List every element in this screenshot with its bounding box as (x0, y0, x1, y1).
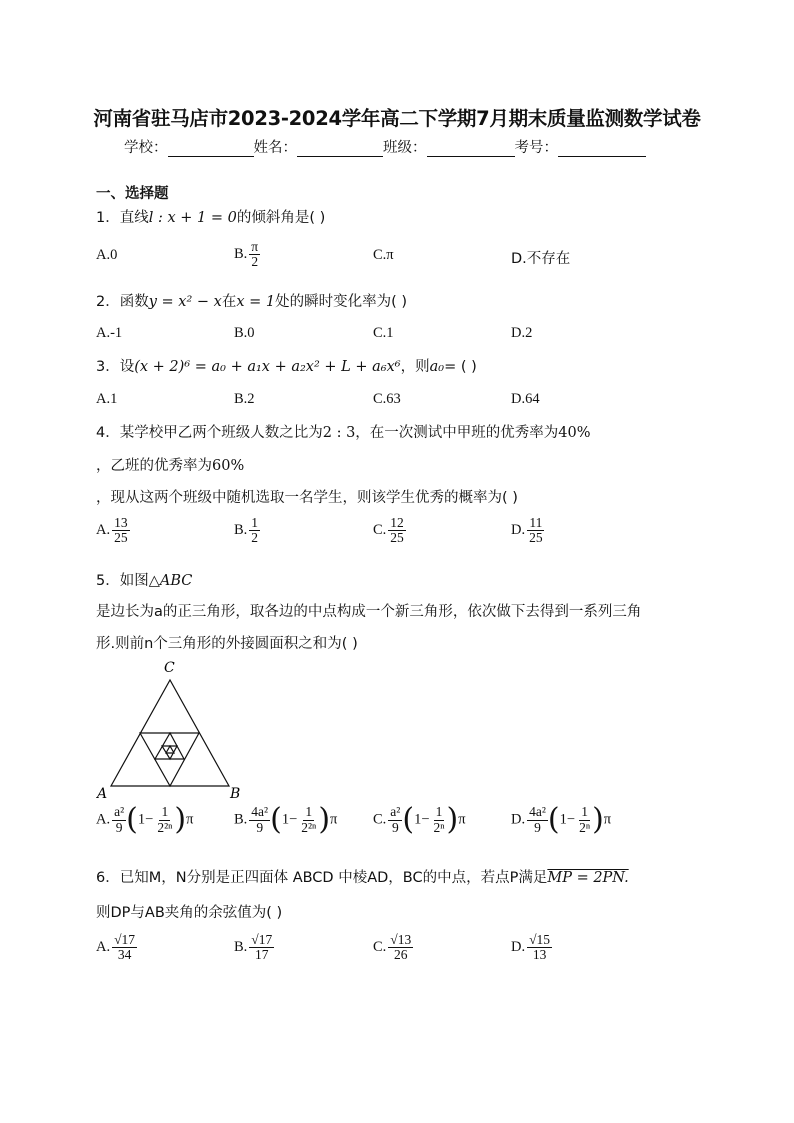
q1-option-a[interactable]: A.0 (96, 247, 118, 263)
q5-c-inner-num: 1 (435, 804, 443, 820)
q6-option-a[interactable] (96, 933, 137, 962)
q4-c-num: 12 (390, 515, 404, 530)
q4-rate1: 40% (558, 425, 591, 441)
q1-option-b[interactable] (234, 240, 260, 269)
q4-a-den: 25 (114, 530, 128, 546)
q3-math-a0: a₀ (429, 359, 445, 375)
q2-option-d[interactable]: D.2 (511, 325, 533, 341)
q2-text-end: 处的瞬时变化率为( ) (275, 294, 408, 310)
question-5-line1 (96, 569, 192, 590)
q4-rate2: 60% (212, 458, 245, 474)
q2-option-a[interactable]: A.-1 (96, 325, 123, 341)
q4-d-num: 11 (529, 515, 543, 530)
fifth-triangle (166, 746, 174, 753)
q2-text-mid: 在 (221, 294, 237, 310)
q1-text-end: 的倾斜角是( ) (236, 210, 326, 226)
q6-d-label: D. (511, 939, 526, 955)
question-6-line2: 则DP与AB夹角的余弦值为( ) (96, 905, 283, 921)
q4-option-a[interactable] (96, 516, 130, 545)
q4-ratio: 2 : 3 (322, 425, 356, 441)
q4-text: 4．某学校甲乙两个班级人数之比为 (96, 425, 323, 441)
q6-b-den: 17 (255, 947, 269, 963)
q3-text-end: = ( ) (444, 359, 477, 375)
class-label: 班级： (383, 140, 427, 156)
q5-text: 5．如图 (96, 573, 149, 589)
nested-triangles-figure (96, 658, 246, 803)
q5-a-one-minus: 1− (137, 811, 154, 828)
q4-a-num: 13 (114, 515, 128, 530)
q5-d-coef-den: 9 (534, 819, 541, 835)
q6-vector-eq: MP = 2PN. (547, 870, 629, 886)
question-1-stem (96, 206, 325, 227)
q1-option-b-label: B. (234, 246, 248, 262)
number-label: 考号： (514, 140, 558, 156)
q6-option-b[interactable] (234, 933, 274, 962)
question-4-line3: ，现从这两个班级中随机选取一名学生，则该学生优秀的概率为( ) (96, 490, 518, 506)
q5-a-pi: π (186, 811, 194, 828)
q4-option-d[interactable] (511, 516, 545, 545)
q6-d-num: √15 (529, 932, 551, 947)
q5-d-inner-den: 2ⁿ (579, 819, 591, 835)
q5-triangle: △ABC (148, 573, 193, 589)
question-5-line2: 是边长为a的正三角形，取各边的中点构成一个新三角形，依次做下去得到一系列三角 (96, 604, 642, 620)
school-label: 学校： (124, 140, 168, 156)
question-3-stem (96, 355, 477, 376)
q4-option-b[interactable] (234, 516, 260, 545)
q5-a-inner-num: 1 (161, 804, 169, 820)
q5-b-coef-den: 9 (256, 819, 264, 835)
q2-text: 2．函数 (96, 294, 149, 310)
q3-text: 3．设 (96, 359, 135, 375)
number-blank[interactable] (558, 142, 646, 157)
q5-a-inner-den: 2²ⁿ (157, 819, 173, 835)
q2-option-c[interactable]: C.1 (373, 325, 394, 341)
q4-b-den: 2 (251, 530, 259, 546)
question-6-line1 (96, 866, 629, 887)
q4-a-label: A. (96, 522, 111, 538)
q6-c-den: 26 (394, 947, 408, 963)
q6-text: 6．已知M，N分别是正四面体 ABCD 中棱AD，BC的中点，若点P满足 (96, 870, 548, 886)
q6-c-label: C. (373, 939, 387, 955)
student-info-row (124, 136, 646, 157)
q5-c-one-minus: 1− (414, 811, 430, 828)
q5-b-coef-num: 4a² (251, 804, 269, 820)
question-4-line2 (96, 454, 244, 475)
q1-b-num: π (251, 239, 259, 254)
q4-d-den: 25 (529, 530, 543, 546)
question-5-line3: 形.则前n个三角形的外接圆面积之和为( ) (96, 636, 358, 652)
q3-math-expansion: (x + 2)⁶ = a₀ + a₁x + a₂x² + L + a₆x⁶ (134, 359, 401, 375)
class-blank[interactable] (427, 142, 515, 157)
name-label: 姓名： (253, 140, 297, 156)
name-blank[interactable] (297, 142, 383, 157)
q5-c-label: C. (373, 811, 387, 828)
q3-option-b[interactable]: B.2 (234, 391, 255, 407)
q5-a-coef-den: 9 (115, 819, 123, 835)
q3-text-mid: ，则 (400, 359, 430, 375)
q5-c-pi: π (458, 811, 466, 828)
q1-b-den: 2 (251, 254, 259, 270)
q5-option-c[interactable]: C. $\frac{\text{a²}}{9}$ (1− $\frac{1}{\text{2ⁿ}}$ )π (373, 802, 466, 837)
exam-title: 河南省驻马店市2023-2024学年高二下学期7月期末质量监测数学试卷 (93, 107, 701, 130)
q5-d-coef-num: 4a² (529, 804, 546, 820)
q6-option-c[interactable] (373, 933, 413, 962)
q4-b-num: 1 (251, 515, 259, 530)
q4-c-label: C. (373, 522, 387, 538)
q5-c-inner-den: 2ⁿ (433, 819, 445, 835)
q5-d-inner-num: 1 (581, 804, 588, 820)
q1-math: l : x + 1 = 0 (148, 210, 237, 226)
q4-b-label: B. (234, 522, 248, 538)
q5-a-label: A. (96, 811, 111, 828)
q4-text-mid: ，在一次测试中甲班的优秀率为 (355, 425, 559, 441)
q1-text: 1．直线 (96, 210, 149, 226)
q3-option-c[interactable]: C.63 (373, 391, 401, 407)
q4-d-label: D. (511, 522, 526, 538)
question-2-stem (96, 290, 407, 311)
q5-option-b[interactable]: B. $\frac{\text{4a²}}{9}$ (1− $\frac{1}{\text{2²ⁿ}}$ )π (234, 802, 338, 837)
school-blank[interactable] (168, 142, 254, 157)
q6-b-num: √17 (251, 932, 273, 947)
q5-b-inner-den: 2²ⁿ (301, 819, 317, 835)
question-4-line1 (96, 421, 591, 442)
section-heading: 一、选择题 (96, 186, 169, 202)
q2-math-func: y = x² − x (148, 294, 222, 310)
q4-c-den: 25 (390, 530, 404, 546)
q6-option-d[interactable] (511, 933, 552, 962)
q3-option-d[interactable]: D.64 (511, 391, 540, 407)
q5-d-one-minus: 1− (559, 811, 576, 828)
q1-option-c[interactable]: C.π (373, 247, 394, 263)
q5-c-coef-den: 9 (391, 819, 399, 835)
q6-b-label: B. (234, 939, 248, 955)
q2-math-x: x = 1 (236, 294, 276, 310)
q5-b-pi: π (330, 811, 338, 828)
q5-option-a[interactable]: A. $\frac{\text{a²}}{9}$ (1− $\frac{1}{\text{2²ⁿ}}$ )π (96, 802, 194, 837)
q6-c-num: √13 (390, 932, 412, 947)
q1-option-d[interactable]: D.不存在 (511, 251, 571, 267)
q5-option-d[interactable]: D. $\frac{\text{4a²}}{9}$ (1− $\frac{1}{\text{2ⁿ}}$ )π (511, 802, 612, 837)
label-c: C (164, 660, 175, 676)
q5-b-inner-num: 1 (305, 804, 313, 820)
q6-d-den: 13 (532, 947, 547, 963)
q5-d-pi: π (603, 811, 612, 828)
q5-a-coef-num: a² (114, 804, 125, 820)
q4-text-line2: ，乙班的优秀率为 (96, 458, 212, 474)
q6-a-label: A. (96, 939, 111, 955)
q5-d-label: D. (511, 811, 526, 828)
q3-option-a[interactable]: A.1 (96, 391, 118, 407)
label-a: A (97, 786, 108, 802)
q6-a-num: √17 (114, 932, 136, 947)
q2-option-b[interactable]: B.0 (234, 325, 255, 341)
q5-b-one-minus: 1− (281, 811, 298, 828)
q6-a-den: 34 (117, 947, 132, 963)
q5-b-label: B. (234, 811, 248, 828)
q5-c-coef-num: a² (390, 804, 401, 820)
label-b: B (230, 786, 241, 802)
q4-option-c[interactable] (373, 516, 406, 545)
